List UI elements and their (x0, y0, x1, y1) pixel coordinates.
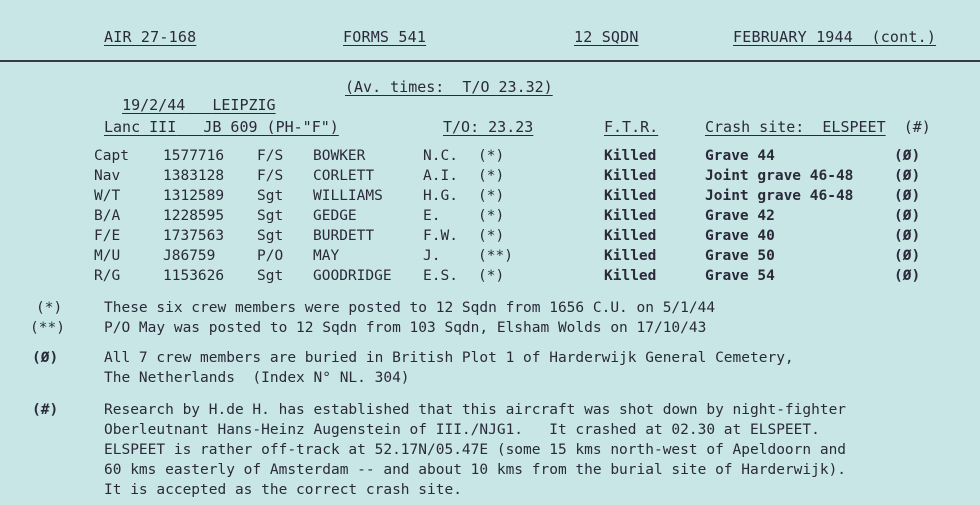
crew-note: (*) (478, 208, 505, 224)
month-label: FEBRUARY 1944 (cont.) (733, 28, 937, 46)
crew-rank: Sgt (257, 208, 284, 224)
crew-status: Killed (604, 248, 657, 264)
crew-status: Killed (604, 228, 657, 244)
crew-note: (*) (478, 188, 505, 204)
ftr-label: F.T.R. (604, 118, 659, 136)
crew-initials: E. (423, 208, 441, 224)
crew-role: B/A (94, 208, 121, 224)
crew-mark: (Ø) (894, 228, 921, 244)
note-line: All 7 crew members are buried in British Plot 1 of Harderwijk General Cemetery, (104, 350, 794, 366)
crew-initials: F.W. (423, 228, 458, 244)
note-line: Oberleutnant Hans-Heinz Augenstein of III./NJG1. It crashed at 02.30 at ELSPEET. (104, 422, 820, 438)
crew-number: 1312589 (163, 188, 225, 204)
crew-number: 1737563 (163, 228, 225, 244)
crew-role: Nav (94, 168, 121, 184)
crash-site-heading (705, 118, 931, 136)
crew-note: (*) (478, 148, 505, 164)
crew-number: 1228595 (163, 208, 225, 224)
crew-grave: Grave 54 (705, 268, 775, 284)
crew-number: 1383128 (163, 168, 225, 184)
crew-initials: A.I. (423, 168, 458, 184)
crew-status: Killed (604, 268, 657, 284)
crew-initials: H.G. (423, 188, 458, 204)
crew-name: WILLIAMS (313, 188, 383, 204)
crew-rank: Sgt (257, 268, 284, 284)
note-line: P/O May was posted to 12 Sqdn from 103 Sqdn, Elsham Wolds on 17/10/43 (104, 320, 707, 336)
note-mark: (Ø) (32, 350, 59, 366)
crew-status: Killed (604, 188, 657, 204)
note-line: These six crew members were posted to 12 Sqdn from 1656 C.U. on 5/1/44 (104, 300, 716, 316)
crew-grave: Joint grave 46-48 (705, 168, 854, 184)
crew-name: BURDETT (313, 228, 375, 244)
crew-role: W/T (94, 188, 121, 204)
crew-mark: (Ø) (894, 208, 921, 224)
crew-role: R/G (94, 268, 121, 284)
crew-status: Killed (604, 148, 657, 164)
crew-role: Capt (94, 148, 129, 164)
crew-name: GOODRIDGE (313, 268, 392, 284)
crew-initials: N.C. (423, 148, 458, 164)
crew-rank: F/S (257, 168, 284, 184)
crew-note: (**) (478, 248, 513, 264)
note-mark: (#) (32, 402, 59, 418)
crew-status: Killed (604, 168, 657, 184)
crew-grave: Grave 50 (705, 248, 775, 264)
note-mark: (**) (30, 320, 65, 336)
crew-mark: (Ø) (894, 188, 921, 204)
crash-site-mark: (#) (903, 118, 931, 136)
aircraft-type: Lanc III (104, 118, 177, 136)
crew-name: CORLETT (313, 168, 375, 184)
crew-mark: (Ø) (894, 168, 921, 184)
crew-grave: Grave 44 (705, 148, 775, 164)
crew-number: J86759 (163, 248, 216, 264)
crew-initials: J. (423, 248, 441, 264)
crew-initials: E.S. (423, 268, 458, 284)
crew-number: 1577716 (163, 148, 225, 164)
note-line: It is accepted as the correct crash site. (104, 482, 462, 498)
squadron-label: 12 SQDN (574, 28, 639, 46)
crew-mark: (Ø) (894, 268, 921, 284)
crew-rank: Sgt (257, 188, 284, 204)
crew-rank: P/O (257, 248, 284, 264)
crew-status: Killed (604, 208, 657, 224)
crew-rank: F/S (257, 148, 284, 164)
aircraft-heading (104, 118, 339, 136)
crew-mark: (Ø) (894, 148, 921, 164)
sortie-date: 19/2/44 (122, 96, 186, 114)
sortie-heading (104, 78, 276, 114)
average-times: (Av. times: T/O 23.32) (345, 78, 553, 96)
crew-rank: Sgt (257, 228, 284, 244)
crew-note: (*) (478, 268, 505, 284)
crew-grave: Grave 40 (705, 228, 775, 244)
crew-note: (*) (478, 228, 505, 244)
crew-grave: Grave 42 (705, 208, 775, 224)
crash-site-label: Crash site: ELSPEET (705, 118, 886, 136)
crew-name: MAY (313, 248, 340, 264)
note-mark: (*) (36, 300, 63, 316)
takeoff-time: T/O: 23.23 (443, 118, 534, 136)
document-reference: AIR 27-168 (104, 28, 197, 46)
note-line: 60 kms easterly of Amsterdam -- and about 10 kms from the burial site of Harderwijk). (104, 462, 847, 478)
crew-note: (*) (478, 168, 505, 184)
note-line: Research by H.de H. has established that this aircraft was shot down by night-fighter (104, 402, 847, 418)
crew-number: 1153626 (163, 268, 225, 284)
sortie-target: LEIPZIG (212, 96, 276, 114)
note-line: ELSPEET is rather off-track at 52.17N/05.47E (some 15 kms north-west of Apeldoorn and (104, 442, 847, 458)
crew-role: F/E (94, 228, 121, 244)
aircraft-serial: JB 609 (PH-"F") (203, 118, 339, 136)
crew-mark: (Ø) (894, 248, 921, 264)
forms-label: FORMS 541 (343, 28, 427, 46)
crew-grave: Joint grave 46-48 (705, 188, 854, 204)
crew-role: M/U (94, 248, 121, 264)
crew-name: GEDGE (313, 208, 357, 224)
note-line: The Netherlands (Index N° NL. 304) (104, 370, 410, 386)
header-divider (0, 60, 980, 62)
crew-name: BOWKER (313, 148, 366, 164)
